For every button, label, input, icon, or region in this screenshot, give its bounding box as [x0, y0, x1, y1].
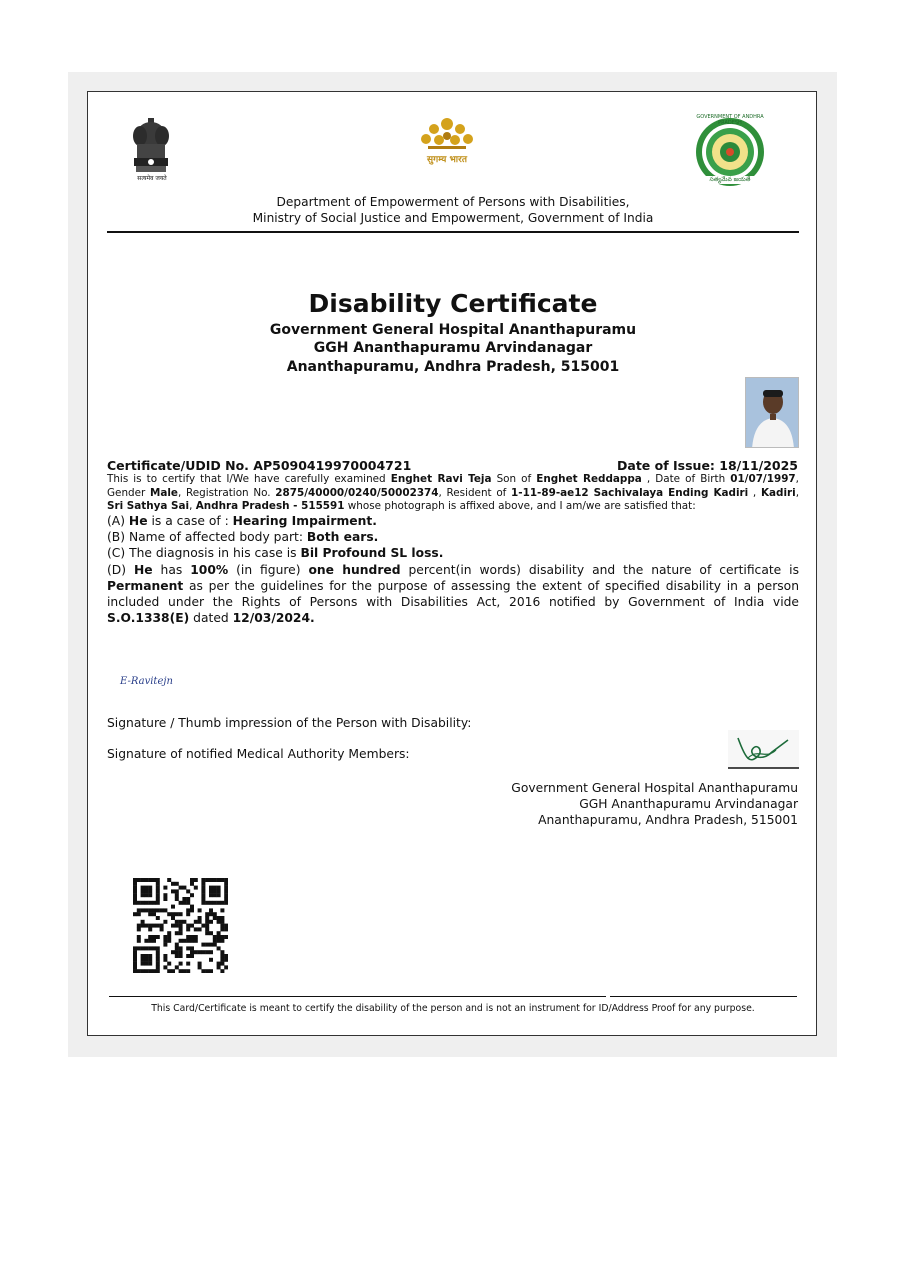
address: 1-11-89-ae12 Sachivalaya Ending Kadiri — [511, 486, 749, 499]
andhra-pradesh-logo — [694, 116, 766, 188]
certificate-title: Disability Certificate — [308, 289, 598, 318]
item-a: (A) He is a case of : Hearing Impairment. — [107, 514, 377, 528]
ap-ring-text: GOVERNMENT OF ANDHRA PRADESH — [696, 114, 764, 126]
qr-code — [133, 878, 228, 973]
department-line-1: Department of Empowerment of Persons with Disabilities, — [276, 195, 630, 209]
authority-signature — [728, 730, 799, 770]
date-of-birth: 01/07/1997 — [730, 473, 796, 485]
item-d: (D) He has 100% (in figure) one hundred percent(in words) disability and the nature of certificate is Permanent as per the guidelines for the purpose of assessing the extent of specified disability in a person included under the Rights of Persons with Disabilities Act, 2016 notified by Government of India vide S.O.1338(E) dated 12/03/2024. — [107, 563, 799, 625]
footer-disclaimer: This Card/Certificate is meant to certify the disability of the person and is not an instrument for ID/Address Proof for any purpose. — [151, 1003, 755, 1014]
certificate-nature: Permanent — [107, 579, 184, 593]
udid-number: Certificate/UDID No. AP5090419970004721 — [107, 458, 412, 473]
gender: Male — [150, 486, 178, 499]
notification-number: S.O.1338(E) — [107, 611, 190, 625]
date-of-issue: Date of Issue: 18/11/2025 — [617, 458, 798, 473]
hospital-branch: GGH Ananthapuramu Arvindanagar — [313, 340, 593, 356]
ap-caption: సత్యమేవ జయతే — [694, 176, 766, 184]
hospital-address: Ananthapuramu, Andhra Pradesh, 515001 — [286, 359, 620, 375]
header-divider — [107, 231, 799, 233]
authority-hospital-branch: GGH Ananthapuramu Arvindanagar — [579, 797, 798, 811]
certification-statement: This is to certify that I/We have carefully examined Enghet Ravi Teja Son of Enghet Reddappa , Date of Birth 01/07/1997, Gender Male, Registration No. 2875/40000/0240/50002374, Resident of 1-11-89-ae12 Sachivalaya Ending Kadiri , Kadiri, Sri Sathya Sai, Andhra Pradesh - 515591 whose photograph is affixed above, and I am/we are satisfied that: — [107, 473, 799, 512]
hospital-name: Government General Hospital Ananthapuramu — [269, 322, 637, 338]
registration-number: 2875/40000/0240/50002374 — [275, 486, 439, 499]
footer-rule-right — [610, 996, 797, 997]
diagnosis: Bil Profound SL loss. — [300, 546, 444, 560]
notification-date: 12/03/2024. — [232, 611, 315, 625]
person-signature-label: Signature / Thumb impression of the Person with Disability: — [107, 716, 472, 730]
person-name: Enghet Ravi Teja — [390, 473, 492, 485]
disability-type: Hearing Impairment. — [232, 514, 377, 528]
state-pin: Andhra Pradesh - 515591 — [195, 500, 345, 512]
disability-percentage-words: one hundred — [308, 563, 401, 577]
department-line-2: Ministry of Social Justice and Empowerment, Government of India — [252, 211, 654, 225]
accessible-india-text: सुगम्य भारत — [427, 155, 467, 165]
item-b: (B) Name of affected body part: Both ears. — [107, 530, 379, 544]
certificate-card — [87, 91, 817, 1036]
father-name: Enghet Reddappa — [536, 473, 642, 485]
national-emblem-logo — [128, 116, 174, 188]
accessible-india-logo — [414, 114, 480, 178]
authority-hospital-name: Government General Hospital Ananthapuramu — [511, 781, 798, 795]
authority-hospital-address: Ananthapuramu, Andhra Pradesh, 515001 — [538, 813, 798, 827]
person-signature: E-Ravitejn — [120, 676, 173, 687]
disability-percentage: 100% — [190, 563, 229, 577]
item-c: (C) The diagnosis in his case is Bil Profound SL loss. — [107, 546, 444, 560]
district: Sri Sathya Sai — [107, 500, 190, 512]
affected-body-part: Both ears. — [306, 530, 379, 544]
emblem-caption: सत्यमेव जयते — [137, 175, 167, 182]
footer-rule-left — [109, 996, 606, 997]
applicant-photo — [745, 377, 799, 448]
authority-signature-label: Signature of notified Medical Authority Members: — [107, 747, 410, 761]
